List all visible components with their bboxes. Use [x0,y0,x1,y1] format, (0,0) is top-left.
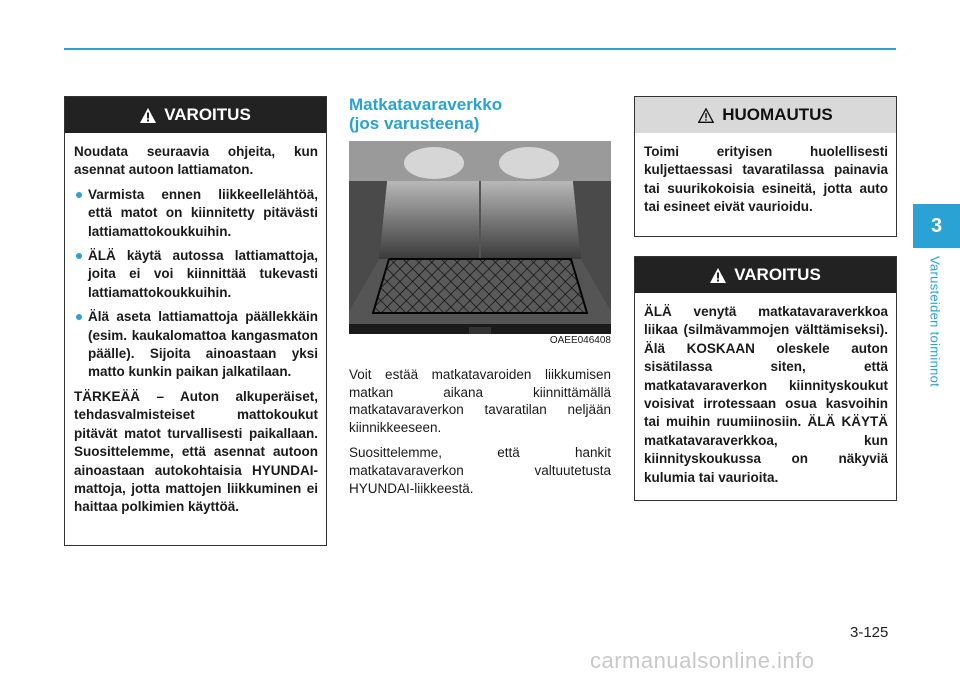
right-warning-box [634,256,897,501]
middle-text [349,366,611,505]
notice-box [634,96,897,237]
chapter-title: Varusteiden toiminnot [927,256,943,388]
watermark: carmanualsonline.info [590,648,815,673]
warning-icon [140,108,156,123]
left-warning-header [65,97,326,133]
notice-body [635,133,896,233]
notice-text: Toimi erityisen huolellisesti kuljettaessasi tavaratilassa painavia tai suurikokoisia esineitä, jotta auto tai esineet eivät vaurioidu. [644,144,888,215]
right-warning-body [635,293,896,503]
left-warning-bullets [74,186,318,382]
right-warning-text: ÄLÄ venytä matkatavaraverkkoa liikaa (silmävammojen välttämiseksi). Älä KOSKAAN oleskele auton sisätilassa siten, että matkatavaraverkon kiinnityskoukut voisivat irrotessaan osua kasvoihin tai muihin ruumiinosiin. ÄLÄ KÄYTÄ matkatavaraverkkoa, kun kiinnityskoukussa on näkyviä kulumia tai vaurioita. [644,304,888,485]
section-title-line1: Matkatavaraverkko [349,95,503,114]
bullet-item: ÄLÄ käytä autossa lattiamattoja, joita ei voi kiinnittää tukevasti lattiamattokoukkuihin. [74,247,318,302]
caution-icon [698,108,714,123]
left-warning-intro: Noudata seuraavia ohjeita, kun asennat autoon lattiamaton. [74,144,318,178]
right-warning-header [635,257,896,293]
notice-header [635,97,896,133]
left-warning-heading: VAROITUS [164,105,251,124]
page-number: 3-125 [850,624,889,641]
cargo-net-photo [349,141,611,348]
cargo-net-illustration [349,141,611,348]
bullet-item: Älä aseta lattiamattoja päällekkäin (esim. kaukalomattoa kangasmaton päälle). Sijoita ainoastaan yksi matto kunkin paikan jalkatilaan. [74,308,318,382]
image-code: OAEE046408 [349,334,611,348]
notice-heading: HUOMAUTUS [722,105,833,124]
bullet-item: Varmista ennen liikkeellelähtöä, että matot on kiinnitetty pitävästi lattiamattokoukkuihin. [74,186,318,241]
left-warning-box [64,96,327,546]
left-warning-body [65,133,326,533]
middle-paragraph: Voit estää matkatavaroiden liikkumisen matkan aikana kiinnittämällä matkatavaraverkon tavaratilan nelјään kiinnikkeeseen. [349,367,611,435]
section-title [349,95,611,133]
top-rule [64,48,896,50]
middle-paragraph: Suosittelemme, että hankit matkatavaraverkon valtuutetusta HYUNDAI-liikkeestä. [349,445,611,496]
left-warning-important: TÄRKEÄÄ – Auton alkuperäiset, tehdasvalmisteiset mattokoukut pitävät matot turvallisesti paikallaan. Suosittelemme, että asennat autoon ainoastaan autokohtaisia HYUNDAI-mattoja, jotta mattojen liikkuminen ei haittaa polkimien käyttöä. [74,388,318,515]
chapter-tab: 3 [913,204,960,248]
right-warning-heading: VAROITUS [734,265,821,284]
section-title-line2: (jos varusteena) [349,114,480,133]
warning-icon [710,268,726,283]
